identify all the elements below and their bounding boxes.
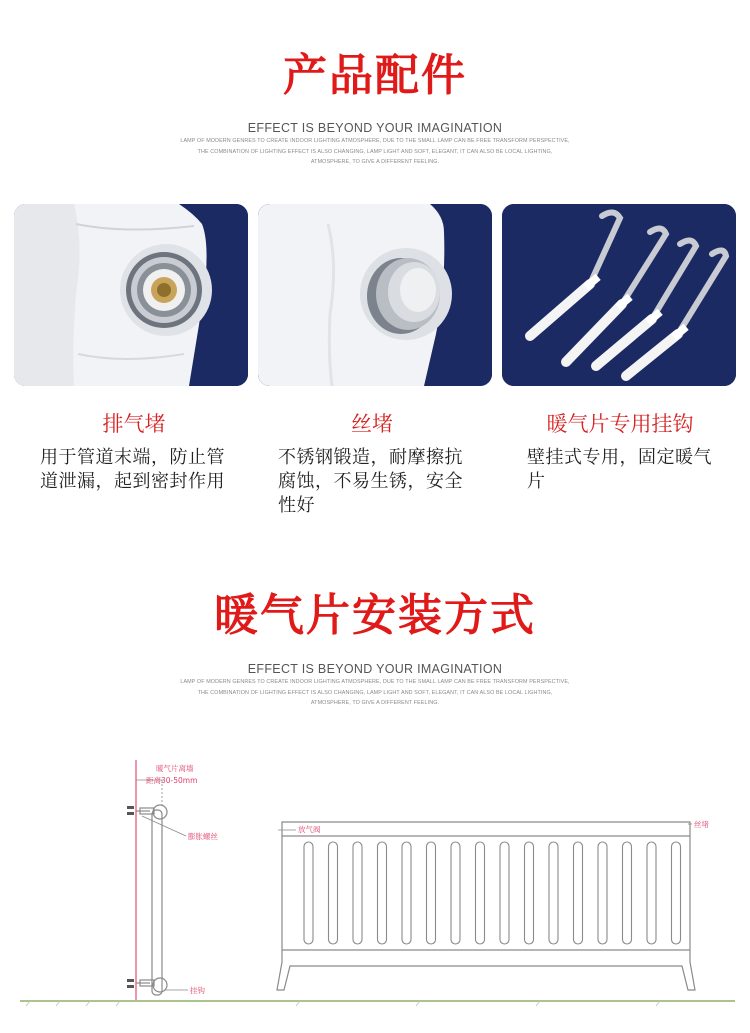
- product-image-hooks: [502, 204, 736, 386]
- radiator-fin: [549, 842, 558, 944]
- radiator-fin: [672, 842, 681, 944]
- product-title: 排气堵: [102, 412, 166, 436]
- section-title-accessories: 产品配件: [283, 50, 467, 101]
- product-description: [527, 446, 712, 494]
- installation-diagram: [0, 750, 750, 1033]
- radiator-fin: [647, 842, 656, 944]
- radiator-fin: [304, 842, 313, 944]
- product-description: [278, 446, 463, 518]
- label-distance-2: 距离30-50mm: [146, 776, 198, 785]
- radiator-fin: [402, 842, 411, 944]
- label-distance-1: 暖气片离墙: [156, 764, 194, 773]
- description-line: 腐蚀，不易生锈，安全: [278, 471, 463, 492]
- description-line: 壁挂式专用，固定暖气: [527, 447, 712, 468]
- radiator-fin: [574, 842, 583, 944]
- subtext-line: THE COMBINATION OF LIGHTING EFFECT IS ALSO CHANGING, LAMP LIGHT AND SOFT, ELEGANT, IT CAN ALSO BE LOCAL LIGHTING,: [197, 689, 553, 696]
- radiator-fin: [476, 842, 485, 944]
- product-description: [40, 446, 225, 494]
- subtext-line: THE COMBINATION OF LIGHTING EFFECT IS ALSO CHANGING, LAMP LIGHT AND SOFT, ELEGANT, IT CAN ALSO BE LOCAL LIGHTING,: [197, 148, 553, 155]
- radiator-fin: [598, 842, 607, 944]
- product-image-plug: [258, 204, 492, 386]
- label-hook: 挂钩: [190, 986, 205, 995]
- product-title: 丝堵: [351, 412, 393, 436]
- description-line: 不锈钢锻造，耐摩擦抗: [278, 447, 463, 468]
- subtext-line: ATMOSPHERE, TO GIVE A DIFFERENT FEELING.: [310, 159, 440, 165]
- radiator-fin: [451, 842, 460, 944]
- side-view-radiator: [136, 805, 167, 995]
- section-title-installation: 暖气片安装方式: [214, 590, 536, 641]
- section-tagline: EFFECT IS BEYOND YOUR IMAGINATION: [247, 121, 503, 135]
- section-tagline: EFFECT IS BEYOND YOUR IMAGINATION: [247, 662, 503, 676]
- radiator-fin: [427, 842, 436, 944]
- radiator-fin: [623, 842, 632, 944]
- description-line: 性好: [278, 495, 315, 516]
- description-line: 用于管道末端，防止管: [40, 447, 225, 468]
- product-title: 暖气片专用挂钩: [546, 412, 694, 436]
- subtext-line: LAMP OF MODERN GENRES TO CREATE INDOOR LIGHTING ATMOSPHERE, DUE TO THE SMALL LAMP CAN BE FREE TRANSFORM PERSPECTIVE,: [180, 679, 570, 685]
- section-subtext: [150, 136, 600, 168]
- label-plug: 丝堵: [694, 820, 709, 829]
- radiator-fin: [500, 842, 509, 944]
- label-air-valve: 放气阀: [298, 825, 321, 834]
- description-line: 片: [527, 471, 546, 492]
- subtext-line: ATMOSPHERE, TO GIVE A DIFFERENT FEELING.: [310, 700, 440, 706]
- description-line: 道泄漏，起到密封作用: [40, 471, 225, 492]
- label-expansion-screw: 膨胀螺丝: [188, 832, 218, 841]
- subtext-line: LAMP OF MODERN GENRES TO CREATE INDOOR LIGHTING ATMOSPHERE, DUE TO THE SMALL LAMP CAN BE FREE TRANSFORM PERSPECTIVE,: [180, 138, 570, 144]
- product-image-air-vent-plug: [14, 204, 248, 386]
- section-subtext: [150, 677, 600, 709]
- front-view-radiator: [277, 822, 695, 990]
- radiator-fin: [378, 842, 387, 944]
- radiator-fins: [304, 842, 681, 944]
- radiator-fin: [525, 842, 534, 944]
- radiator-fin: [329, 842, 338, 944]
- radiator-fin: [353, 842, 362, 944]
